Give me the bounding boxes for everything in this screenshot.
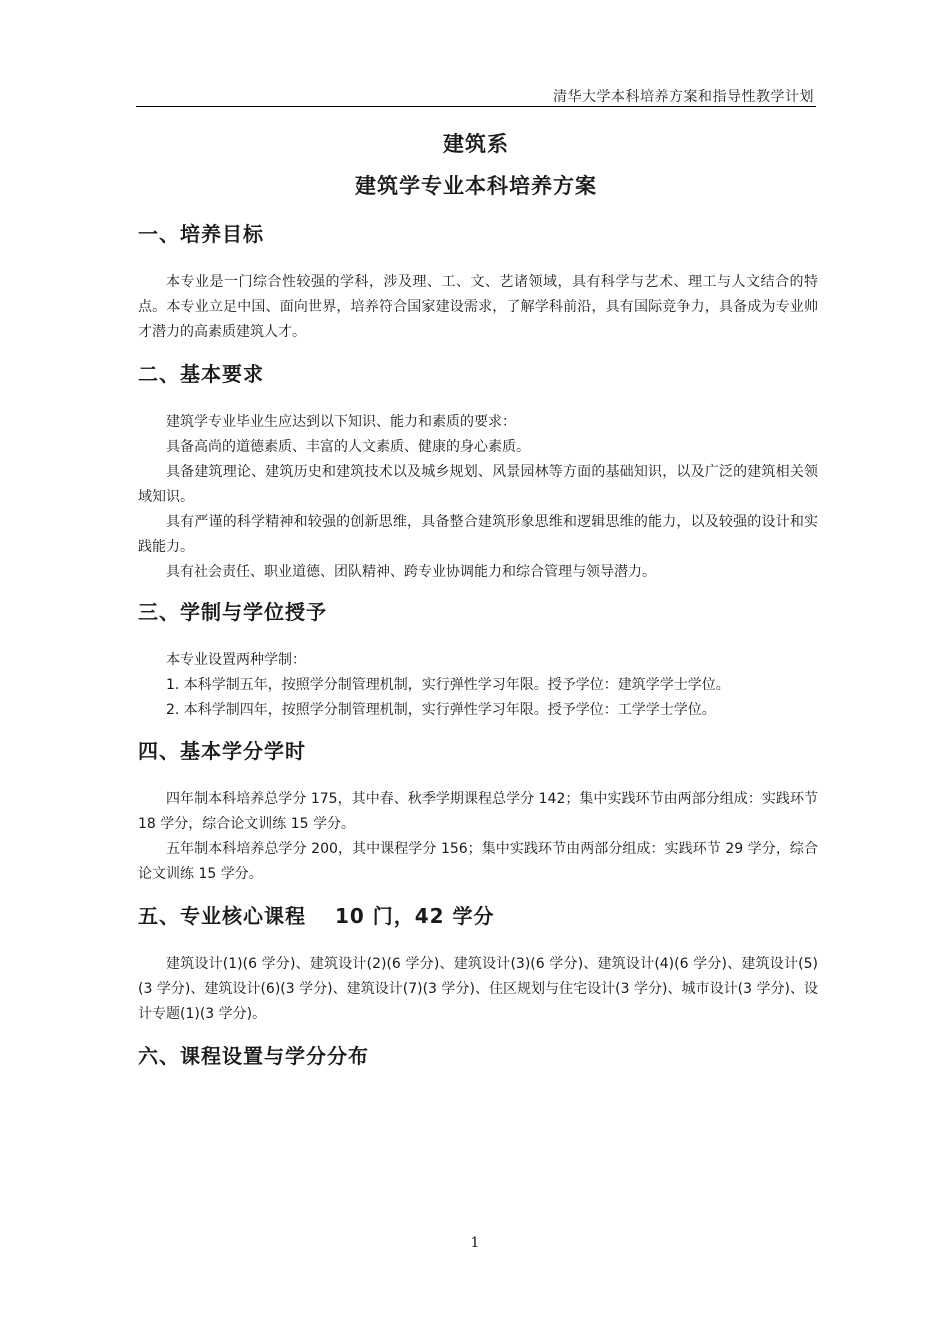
paragraph: 具备高尚的道德素质、丰富的人文素质、健康的身心素质。 bbox=[166, 439, 530, 455]
section-heading: 四、基本学分学时 bbox=[138, 739, 306, 763]
paragraph: 本专业设置两种学制： bbox=[166, 652, 306, 668]
section-heading: 六、课程设置与学分分布 bbox=[138, 1044, 369, 1068]
paragraph: 1. 本科学制五年，按照学分制管理机制，实行弹性学习年限。授予学位：建筑学学士学位。 bbox=[166, 677, 730, 693]
paragraph: 本专业是一门综合性较强的学科，涉及理、工、文、艺诸领域，具有科学与艺术、理工与人文结合的特点。本专业立足中国、面向世界，培养符合国家建设需求，了解学科前沿，具有国际竞争力，具备成为专业帅才潜力的高素质建筑人才。 bbox=[138, 274, 818, 340]
paragraph: 2. 本科学制四年，按照学分制管理机制，实行弹性学习年限。授予学位：工学学士学位。 bbox=[166, 702, 716, 718]
paragraph: 建筑设计(1)(6 学分)、建筑设计(2)(6 学分)、建筑设计(3)(6 学分)、建筑设计(4)(6 学分)、建筑设计(5)(3 学分)、建筑设计(6)(3 学分)、建筑设计(7)(3 学分)、住区规划与住宅设计(3 学分)、城市设计(3 学分)、设计专题(1)(3 学分)。 bbox=[138, 956, 818, 1022]
section-heading: 一、培养目标 bbox=[138, 222, 264, 246]
paragraph: 四年制本科培养总学分 175，其中春、秋季学期课程总学分 142；集中实践环节由两部分组成：实践环节 18 学分，综合论文训练 15 学分。 bbox=[138, 791, 818, 832]
section-heading: 三、学制与学位授予 bbox=[138, 600, 327, 624]
section-basic-requirements bbox=[138, 360, 818, 585]
section-training-objectives bbox=[138, 220, 818, 345]
section-body bbox=[138, 648, 818, 723]
department-title: 建筑系 bbox=[443, 132, 509, 156]
section-core-courses bbox=[138, 902, 818, 1027]
section-heading: 二、基本要求 bbox=[138, 362, 264, 386]
paragraph: 具备建筑理论、建筑历史和建筑技术以及城乡规划、风景园林等方面的基础知识，以及广泛的建筑相关领域知识。 bbox=[138, 464, 818, 505]
paragraph: 具有社会责任、职业道德、团队精神、跨专业协调能力和综合管理与领导潜力。 bbox=[166, 564, 656, 580]
paragraph: 具有严谨的科学精神和较强的创新思维，具备整合建筑形象思维和逻辑思维的能力，以及较强的设计和实践能力。 bbox=[138, 514, 818, 555]
paragraph: 建筑学专业毕业生应达到以下知识、能力和素质的要求： bbox=[166, 414, 516, 430]
running-header: 清华大学本科培养方案和指导性教学计划 bbox=[553, 89, 814, 105]
section-body bbox=[138, 787, 818, 887]
section-credits bbox=[138, 737, 818, 887]
section-heading: 五、专业核心课程 10 门，42 学分 bbox=[138, 904, 495, 928]
paragraph: 五年制本科培养总学分 200，其中课程学分 156；集中实践环节由两部分组成：实践环节 29 学分，综合论文训练 15 学分。 bbox=[138, 841, 818, 882]
page-number: 1 bbox=[470, 1235, 480, 1251]
program-title: 建筑学专业本科培养方案 bbox=[355, 174, 597, 198]
section-body bbox=[138, 270, 818, 345]
section-body bbox=[138, 952, 818, 1027]
section-course-structure bbox=[138, 1042, 818, 1070]
header-rule bbox=[136, 106, 816, 107]
section-body bbox=[138, 410, 818, 585]
section-degree-system bbox=[138, 598, 818, 723]
